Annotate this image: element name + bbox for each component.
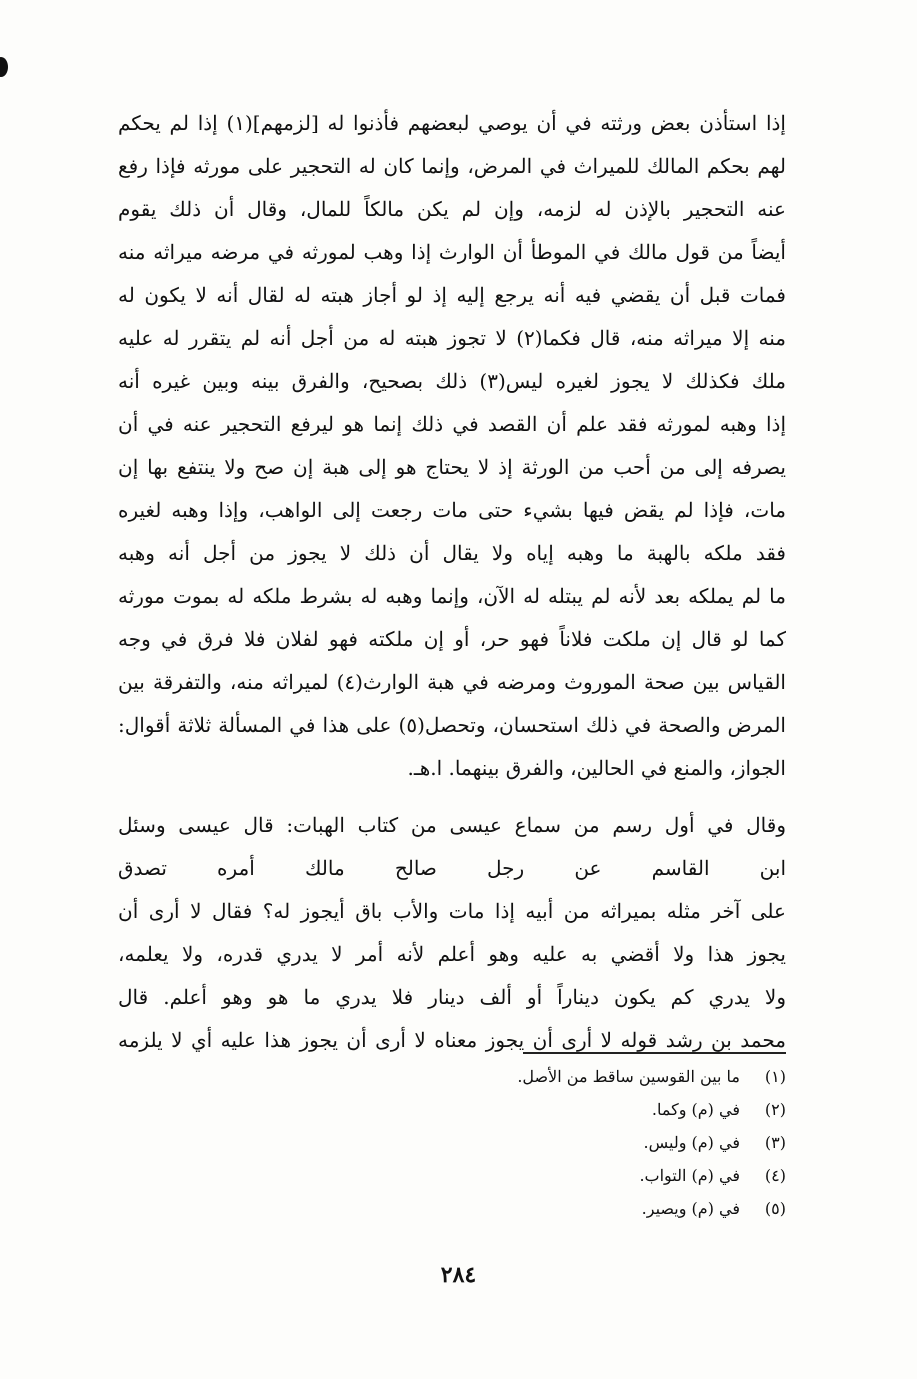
margin-dot (0, 57, 8, 77)
text-line: إذا وهبه لمورثه فقد علم أن القصد في ذلك إنما هو ليرفع التحجير عنه في أن (118, 412, 786, 436)
footnote-text: في (م) التواب. (639, 1166, 740, 1185)
text-line: فقد ملكه بالهبة ما وهبه إياه ولا يقال أن ذلك لا يجوز من أجل أنه وهبه (118, 541, 786, 565)
text-line: ولا يدري كم يكون ديناراً أو ألف دينار فلا يدري ما هو وهو أعلم. قال (118, 985, 786, 1009)
footnote-item (440, 1159, 786, 1192)
text-line: على آخر مثله بميراثه من أبيه إذا مات والأب باق أيجوز له؟ فقال لا أرى أن (118, 899, 786, 923)
text-line: كما لو قال إن ملكت فلاناً فهو حر، أو إن ملكته فهو لفلان فلا فرق في وجه (118, 627, 786, 651)
text-line: منه إلا ميراثه منه، قال فكما(٢) لا تجوز هبته له من أجل أنه لم يتقرر له عليه (118, 326, 786, 350)
text-line: فمات قبل أن يقضي فيه أنه يرجع إليه إذ لو أجاز هبته له لقال أنه لا يكون له (118, 283, 786, 307)
footnote-number: (٢) (764, 1100, 786, 1119)
footnote-item (440, 1060, 786, 1093)
text-line: ملك فكذلك لا يجوز لغيره ليس(٣) ذلك بصحيح، والفرق بينه وبين غيره أنه (118, 369, 786, 393)
paragraph-2 (118, 804, 786, 1062)
text-line: المرض والصحة في ذلك استحسان، وتحصل(٥) على هذا في المسألة ثلاثة أقوال: (118, 713, 786, 737)
text-line: القياس بين صحة الموروث ومرضه في هبة الوارث(٤) لميراثه منه، والتفرقة بين (118, 670, 786, 694)
paragraph-1 (118, 102, 786, 790)
footnote-text: في (م) ويصير. (641, 1199, 740, 1218)
text-line: وقال في أول رسم من سماع عيسى من كتاب الهبات: قال عيسى وسئل (118, 813, 786, 837)
footnote-text: ما بين القوسين ساقط من الأصل. (517, 1067, 740, 1086)
footnote-item (440, 1126, 786, 1159)
text-line: لهم بحكم المالك للميراث في المرض، وإنما كان له التحجير على مورثه فإذا رفع (118, 154, 786, 178)
main-text (118, 102, 786, 1062)
footnote-item (440, 1093, 786, 1126)
footnote-number: (٤) (764, 1166, 786, 1185)
footnote-number: (٥) (764, 1199, 786, 1218)
page-number: ٢٨٤ (440, 1262, 477, 1288)
text-line: يجوز هذا ولا أقضي به عليه وهو أعلم لأنه أمر لا يدري قدره، ولا يعلمه، (118, 942, 786, 966)
text-line: أيضاً من قول مالك في الموطأ أن الوارث إذا وهب لمورثه في مرضه ميراثه منه (118, 240, 786, 264)
text-line: ابن القاسم عن رجل صالح مالك أمره تصدق (118, 856, 786, 880)
footnotes (440, 1060, 786, 1225)
footnote-separator (523, 1052, 786, 1054)
text-line: ما لم يملكه بعد لأنه لم يبتله له الآن، وإنما وهبه له بشرط ملكه له بموت مورثه (118, 584, 786, 608)
footnote-item (440, 1192, 786, 1225)
footnote-number: (٣) (764, 1133, 786, 1152)
text-line: محمد بن رشد قوله لا أرى أن يجوز معناه لا أرى أن يجوز هذا عليه أي لا يلزمه (118, 1028, 786, 1052)
text-line: مات، فإذا لم يقض فيها بشيء حتى مات رجعت إلى الواهب، وإذا وهبه لغيره (118, 498, 786, 522)
footnote-text: في (م) وكما. (651, 1100, 740, 1119)
footnote-number: (١) (764, 1067, 786, 1086)
text-line: الجواز، والمنع في الحالين، والفرق بينهما. ا.هـ. (407, 756, 786, 780)
text-line: إذا استأذن بعض ورثته في أن يوصي لبعضهم فأذنوا له [لزمهم](١) إذا لم يحكم (118, 111, 786, 135)
text-line: عنه التحجير بالإذن له لزمه، وإن لم يكن مالكاً للمال، وقال أن ذلك يقوم (118, 197, 786, 221)
footnote-text: في (م) وليس. (643, 1133, 740, 1152)
text-line: يصرفه إلى من أحب من الورثة إذ لا يحتاج هو إلى هبة إن صح ولا ينتفع بها إن (118, 455, 786, 479)
